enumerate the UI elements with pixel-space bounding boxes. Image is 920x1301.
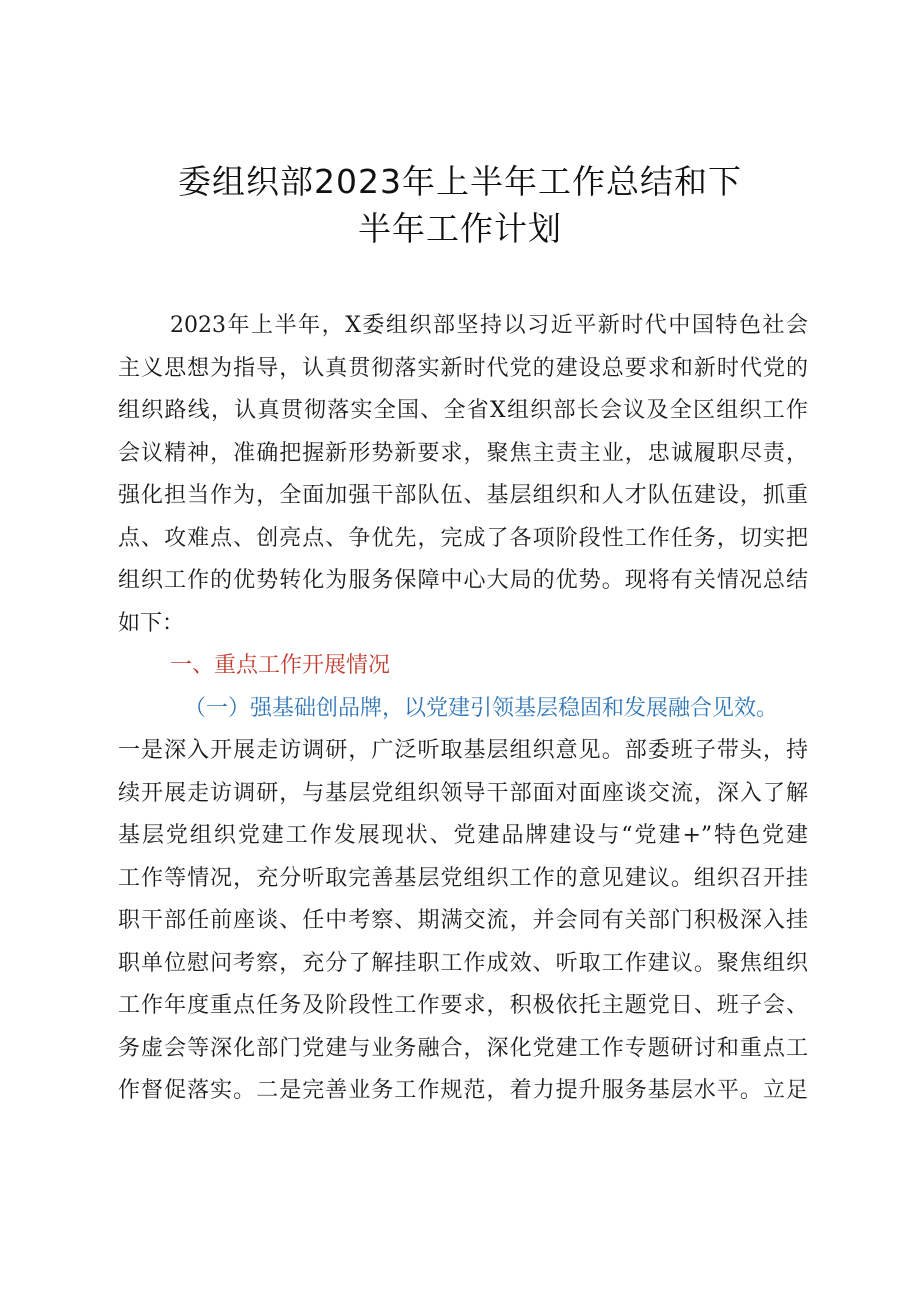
intro-paragraph-line: 点、攻难点、创亮点、争优先，完成了各项阶段性工作任务，切实把: [118, 525, 808, 551]
body-paragraph-line: 作督促落实。二是完善业务工作规范，着力提升服务基层水平。立足: [118, 1078, 808, 1103]
body-paragraph-line: 续开展走访调研，与基层党组织领导干部面对面座谈交流，深入了解: [118, 780, 808, 806]
subsection-heading: （一）强基础创品牌，以党建引领基层稳固和发展融合见效。: [184, 695, 779, 721]
document-title-line-2: 半年工作计划: [358, 209, 562, 248]
intro-paragraph-line: 2023年上半年，X委组织部坚持以习近平新时代中国特色社会: [170, 313, 808, 338]
intro-paragraph-line: 组织工作的优势转化为服务保障中心大局的优势。现将有关情况总结: [118, 568, 808, 593]
intro-paragraph-line: 组织路线，认真贯彻落实全国、全省X组织部长会议及全区组织工作: [118, 398, 808, 423]
body-paragraph-line: 工作年度重点任务及阶段性工作要求，积极依托主题党日、班子会、: [118, 993, 808, 1018]
document-body: [118, 305, 808, 1113]
body-paragraph-line: 基层党组织党建工作发展现状、党建品牌建设与“党建+”特色党建: [118, 823, 808, 848]
body-paragraph-line: 一是深入开展走访调研，广泛听取基层组织意见。部委班子带头，持: [118, 738, 808, 763]
body-paragraph-line: 职干部任前座谈、任中考察、期满交流，并会同有关部门积极深入挂: [118, 908, 808, 933]
body-paragraph-line: 职单位慰问考察，充分了解挂职工作成效、听取工作建议。聚焦组织: [118, 950, 808, 976]
intro-paragraph-line: 会议精神，准确把握新形势新要求，聚焦主责主业，忠诚履职尽责，: [118, 440, 808, 466]
intro-paragraph-line: 主义思想为指导，认真贯彻落实新时代党的建设总要求和新时代党的: [118, 355, 808, 381]
intro-paragraph-line: 强化担当作为，全面加强干部队伍、基层组织和人才队伍建设，抓重: [118, 483, 808, 508]
section-heading: 一、重点工作开展情况: [170, 653, 391, 678]
body-paragraph-line: 工作等情况，充分听取完善基层党组织工作的意见建议。组织召开挂: [118, 865, 808, 891]
intro-paragraph-line: 如下：: [118, 610, 185, 636]
body-paragraph-line: 务虚会等深化部门党建与业务融合，深化党建工作专题研讨和重点工: [118, 1035, 808, 1061]
document-title-line-1: 委组织部2023年上半年工作总结和下: [178, 162, 742, 201]
